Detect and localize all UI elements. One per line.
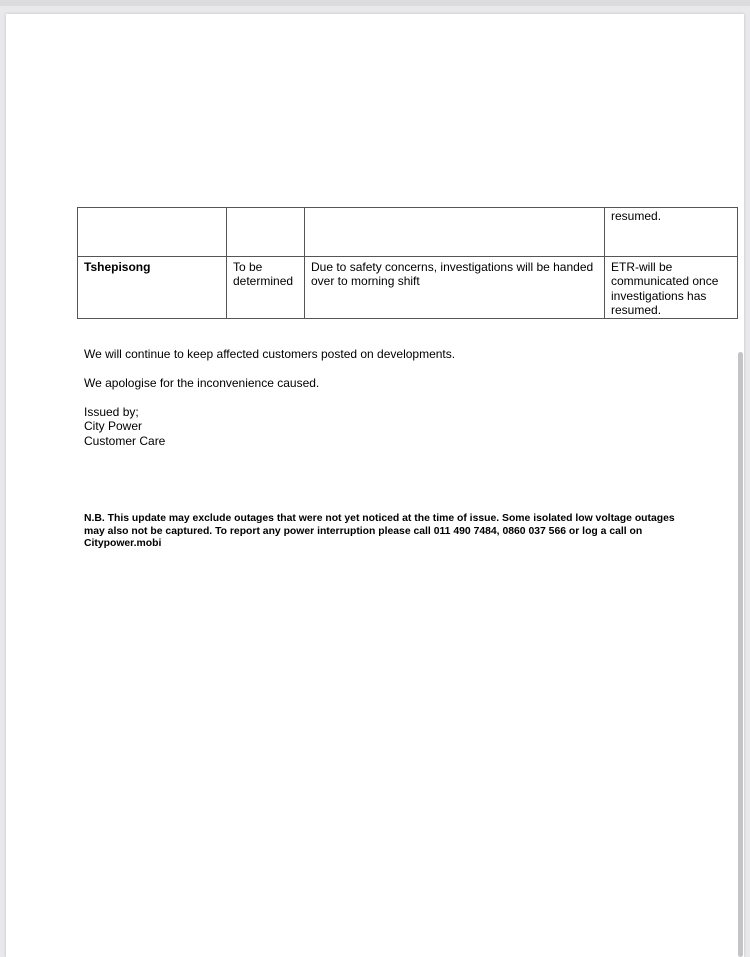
- etr-cell: To be determined: [227, 257, 305, 319]
- update-paragraph: We will continue to keep affected customers posted on developments.: [84, 347, 456, 361]
- department-name: Customer Care: [84, 433, 166, 448]
- etr-cell: [227, 208, 305, 257]
- disclaimer-note: N.B. This update may exclude outages that were not yet noticed at the time of issue. Some isolated low voltage outages may also not be captured. To report any power interruption please call 011 490 7484, 0860 037 566 or log a call on Citypower.mobi: [84, 513, 675, 549]
- document-page: [6, 14, 744, 957]
- table-row: [78, 208, 738, 257]
- status-cell: [305, 208, 605, 257]
- issued-by-label: Issued by;: [84, 405, 139, 419]
- scrollbar[interactable]: [738, 352, 743, 957]
- issued-by-block: [84, 405, 165, 448]
- outage-table: [77, 207, 738, 319]
- organisation-name: City Power: [84, 419, 143, 434]
- comment-cell: resumed.: [605, 208, 738, 257]
- status-cell: Due to safety concerns, investigations will be handed over to morning shift: [305, 257, 605, 319]
- comment-cell: ETR-will be communicated once investigations has resumed.: [605, 257, 738, 319]
- viewer-top-bar: [0, 0, 750, 6]
- area-cell: Tshepisong: [78, 257, 227, 319]
- apology-paragraph: We apologise for the inconvenience caused.: [84, 376, 320, 390]
- area-cell: [78, 208, 227, 257]
- table-row: [78, 257, 738, 319]
